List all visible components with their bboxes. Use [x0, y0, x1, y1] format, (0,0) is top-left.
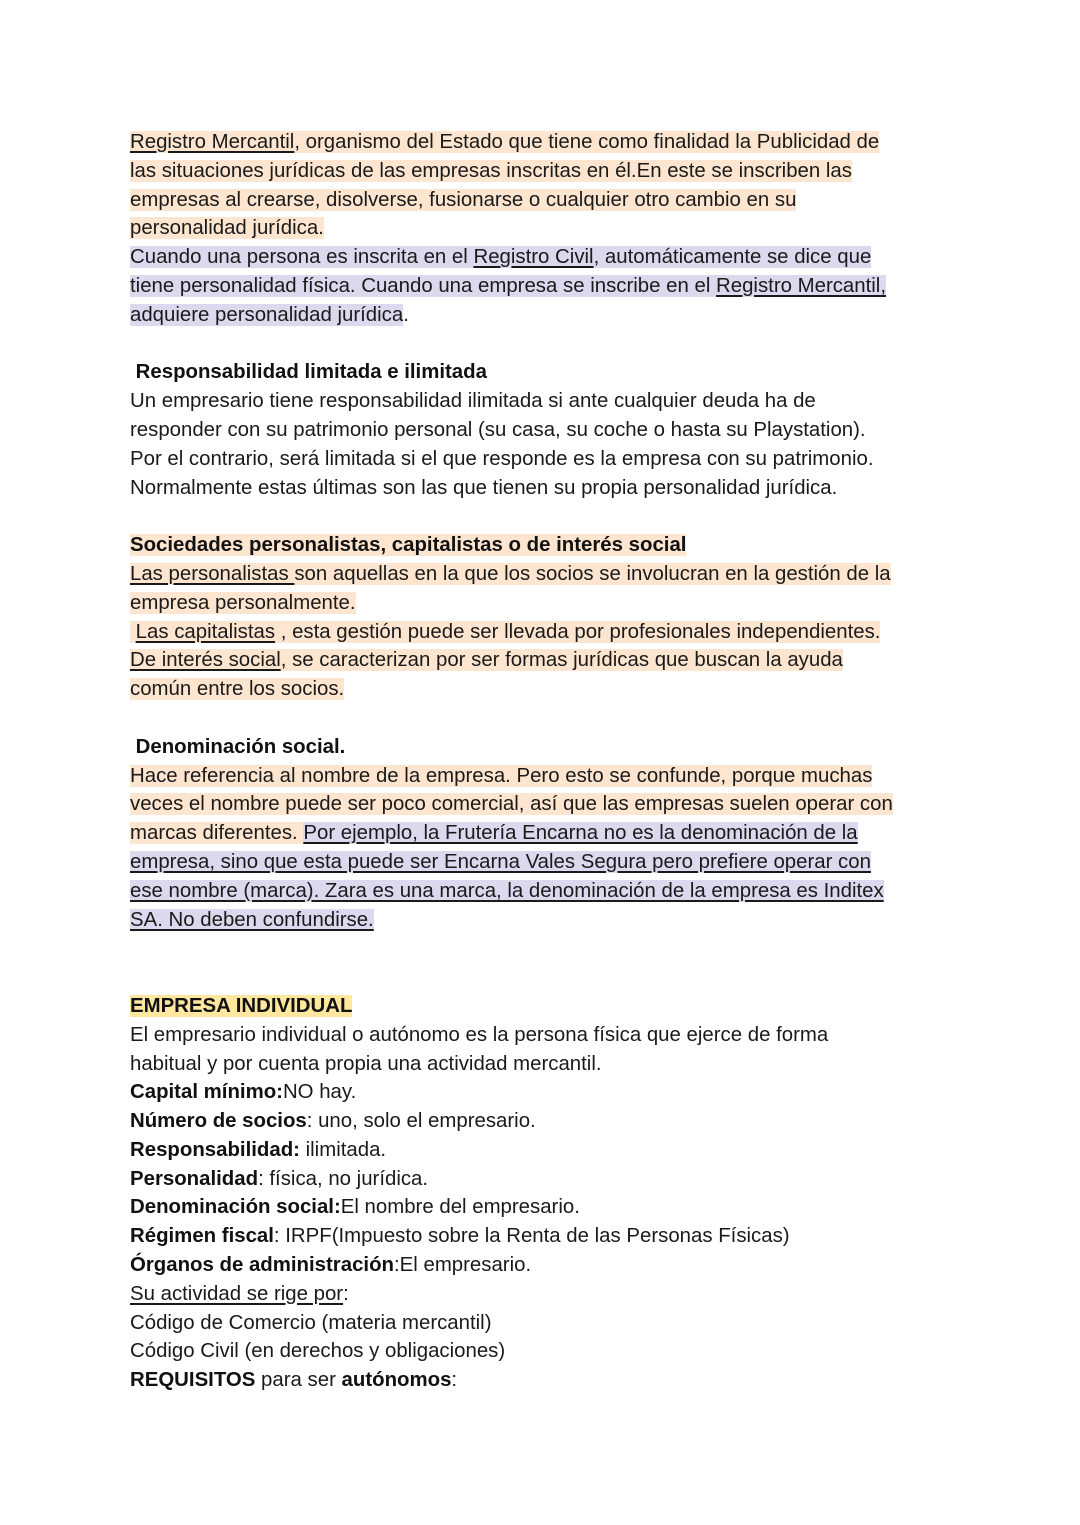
rige-link[interactable]: Su actividad se rige por: [130, 1282, 344, 1305]
section-denominacion: [130, 733, 960, 935]
field-value: El nombre del empresario.: [340, 1196, 580, 1219]
heading-text: Sociedades personalistas, capitalistas o de interés social: [130, 534, 687, 557]
field-label: Responsabilidad:: [130, 1138, 300, 1161]
paragraph-line: [130, 272, 960, 301]
personalistas-link[interactable]: Las personalistas: [130, 562, 295, 585]
heading-text: EMPRESA INDIVIDUAL: [130, 994, 353, 1017]
text-span: Cuando una persona es inscrita en el: [130, 246, 474, 269]
text-span: empresas al crearse, disolverse, fusionarse o cualquier otro cambio en su: [130, 188, 797, 211]
field-value: NO hay.: [282, 1081, 357, 1104]
example-link[interactable]: empresa, sino que esta puede ser Encarna Vales Segura pero prefiere operar con: [130, 850, 871, 873]
example-link[interactable]: Por ejemplo, la Frutería Encarna no es la denominación de la: [303, 822, 858, 845]
paragraph-line: Código Civil (en derechos y obligaciones): [130, 1340, 506, 1363]
field-label: autónomos: [341, 1369, 452, 1392]
paragraph-line: [130, 243, 960, 272]
text-span: marcas diferentes.: [130, 822, 304, 845]
paragraph-line: [130, 157, 960, 186]
text-span: tiene personalidad física. Cuando una empresa se inscribe en el: [130, 274, 717, 297]
paragraph-line: [130, 589, 960, 618]
field-label: Capital mínimo:: [130, 1081, 283, 1104]
paragraph-line: [130, 618, 960, 647]
field-label: Personalidad: [130, 1167, 259, 1190]
document-page: [130, 128, 960, 1395]
paragraph-line: [130, 560, 960, 589]
paragraph-line: [130, 906, 960, 935]
paragraph-line: Por el contrario, será limitada si el que responde es la empresa con su patrimonio.: [130, 447, 874, 470]
section-registro-mercantil: [130, 128, 960, 330]
paragraph-line: [130, 819, 960, 848]
field-value: : uno, solo el empresario.: [306, 1110, 536, 1133]
section-heading: [130, 992, 960, 1021]
registro-mercantil-link-2[interactable]: Registro Mercantil,: [716, 274, 887, 297]
field-label: Número de socios: [130, 1110, 307, 1133]
section-sociedades: [130, 531, 960, 704]
field-label: REQUISITOS: [130, 1369, 256, 1392]
field-label: Régimen fiscal: [130, 1225, 274, 1248]
paragraph-line: [130, 877, 960, 906]
field-value: :El empresario.: [394, 1254, 532, 1277]
socios-row: [130, 1107, 960, 1136]
text-span: , organismo del Estado que tiene como finalidad la Publicidad de: [294, 131, 880, 153]
text-span: personalidad jurídica.: [130, 217, 324, 240]
field-label: Denominación social:: [130, 1196, 341, 1219]
regimen-row: [130, 1222, 960, 1251]
text-span: empresa personalmente.: [130, 591, 356, 614]
example-link[interactable]: ese nombre (marca). Zara es una marca, la denominación de la empresa es Inditex: [130, 879, 884, 902]
paragraph-line: [130, 762, 960, 791]
section-responsabilidad: [130, 358, 960, 502]
rige-row: [130, 1280, 960, 1309]
text-span: común entre los socios.: [130, 678, 345, 701]
text-span: , esta gestión puede ser llevada por profesionales independientes.: [275, 620, 881, 643]
text-span: veces el nombre puede ser poco comercial, así que las empresas suelen operar con: [130, 793, 893, 816]
paragraph-line: El empresario individual o autónomo es la persona física que ejerce de forma: [130, 1023, 829, 1046]
field-value: : IRPF(Impuesto sobre la Renta de las Personas Físicas): [273, 1225, 790, 1248]
text-span: son aquellas en la que los socios se involucran en la gestión de la: [294, 562, 891, 585]
field-value: ilimitada.: [299, 1138, 387, 1161]
text-span: :: [451, 1369, 458, 1392]
text-span: Hace referencia al nombre de la empresa. Pero esto se confunde, porque muchas: [130, 764, 873, 787]
capital-row: [130, 1078, 960, 1107]
organos-row: [130, 1251, 960, 1280]
personalidad-row: [130, 1165, 960, 1194]
text-span: .: [403, 303, 409, 326]
paragraph-line: habitual y por cuenta propia una actividad mercantil.: [130, 1052, 602, 1075]
paragraph-line: Código de Comercio (materia mercantil): [130, 1311, 492, 1334]
responsabilidad-row: [130, 1136, 960, 1165]
capitalistas-link[interactable]: Las capitalistas: [135, 620, 276, 643]
paragraph-line: [130, 301, 960, 330]
registro-mercantil-link[interactable]: Registro Mercantil: [130, 131, 295, 153]
field-value: : física, no jurídica.: [258, 1167, 429, 1190]
paragraph-line: Un empresario tiene responsabilidad ilimitada si ante cualquier deuda ha de: [130, 390, 816, 413]
example-link[interactable]: SA. No deben confundirse.: [130, 908, 374, 931]
section-empresa-individual: [130, 992, 960, 1395]
paragraph-line: [130, 646, 960, 675]
text-span: adquiere personalidad jurídica: [130, 303, 404, 326]
section-heading: Denominación social.: [130, 735, 346, 758]
paragraph-line: [130, 186, 960, 215]
paragraph-line: [130, 214, 960, 243]
interes-social-link[interactable]: De interés social: [130, 649, 281, 672]
paragraph-line: responder con su patrimonio personal (su casa, su coche o hasta su Playstation).: [130, 418, 866, 441]
text-span: las situaciones jurídicas de las empresas inscritas en él.En este se inscriben las: [130, 159, 852, 182]
field-label: Órganos de administración: [130, 1254, 395, 1277]
paragraph-line: [130, 848, 960, 877]
section-heading: Responsabilidad limitada e ilimitada: [130, 361, 487, 384]
paragraph-line: Normalmente estas últimas son las que tienen su propia personalidad jurídica.: [130, 476, 838, 499]
text-span: , se caracterizan por ser formas jurídicas que buscan la ayuda: [280, 649, 843, 672]
registro-civil-link[interactable]: Registro Civil: [473, 246, 594, 269]
section-heading: [130, 531, 960, 560]
paragraph-line: [130, 128, 960, 157]
paragraph-line: [130, 675, 960, 704]
denominacion-row: [130, 1193, 960, 1222]
paragraph-line: [130, 790, 960, 819]
text-span: , automáticamente se dice que: [593, 246, 872, 269]
text-span: para ser: [255, 1369, 342, 1392]
text-span: :: [343, 1282, 349, 1305]
requisitos-row: [130, 1366, 960, 1395]
